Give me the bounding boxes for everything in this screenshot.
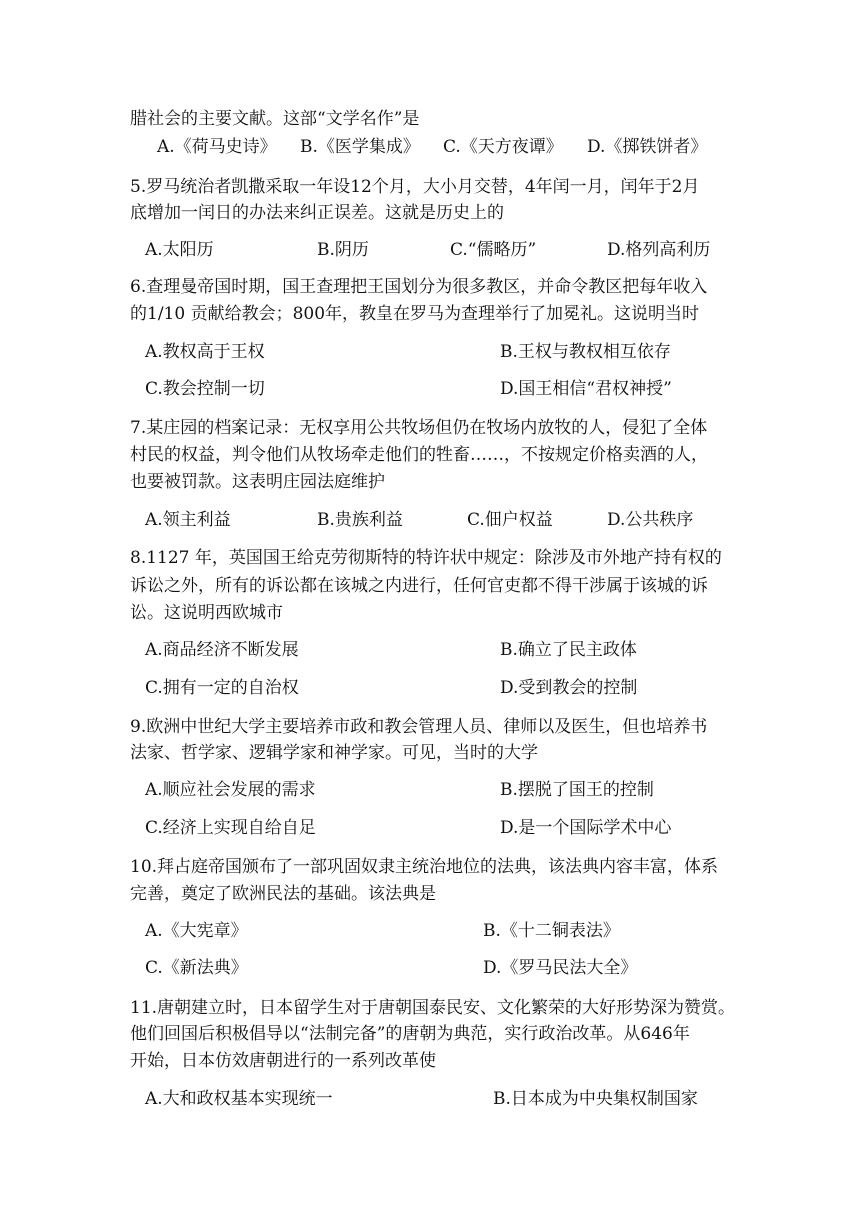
q9-option-b: B.摆脱了国王的控制 [500,780,654,800]
q5-option-d: D.格列高利历 [607,240,711,260]
q8-stem-line-2: 诉讼之外，所有的诉讼都在该城之内进行，任何官吏都不得干涉属于该城的诉 [130,576,708,596]
q11-option-a: A.大和政权基本实现统一 [145,1089,333,1109]
q6-option-d: D.国王相信“君权神授” [500,379,672,399]
q8-option-b: B.确立了民主政体 [500,640,637,660]
q11-option-b: B.日本成为中央集权制国家 [493,1089,698,1109]
q11-stem-line-3: 开始，日本仿效唐朝进行的一系列改革使 [130,1051,436,1071]
q7-stem-line-1: 7.某庄园的档案记录：无权享用公共牧场但仍在牧场内放牧的人，侵犯了全体 [130,418,708,438]
q6-option-c: C.教会控制一切 [145,379,265,399]
q8-stem-line-1: 8.1127 年，英国国王给克劳彻斯特的特许状中规定：除涉及市外地产持有权的 [130,548,722,568]
q9-option-c: C.经济上实现自给自足 [145,818,316,838]
q6-stem-line-1: 6.查理曼帝国时期，国王查理把王国划分为很多教区，并命令教区把每年收入 [130,277,708,297]
q8-option-c: C.拥有一定的自治权 [145,678,299,698]
q10-option-b: B.《十二铜表法》 [483,921,620,941]
q5-stem-line-1: 5.罗马统治者凯撒采取一年设12个月，大小月交替，4年闰一月，闰年于2月 [130,177,700,197]
q7-option-b: B.贵族利益 [317,510,403,530]
q10-stem-line-2: 完善，奠定了欧洲民法的基础。该法典是 [130,884,436,904]
q4-option-b: B.《医学集成》 [300,137,420,157]
q9-stem-line-2: 法家、哲学家、逻辑学家和神学家。可见，当时的大学 [130,743,538,763]
q10-stem-line-1: 10.拜占庭帝国颁布了一部巩固奴隶主统治地位的法典，该法典内容丰富，体系 [130,857,719,877]
q8-option-d: D.受到教会的控制 [500,678,638,698]
q10-option-c: C.《新法典》 [145,958,248,978]
q4-option-c: C.《天方夜谭》 [443,137,563,157]
q4-stem-continuation: 腊社会的主要文献。这部“文学名作”是 [130,109,420,129]
q9-stem-line-1: 9.欧洲中世纪大学主要培养市政和教会管理人员、律师以及医生，但也培养书 [130,717,708,737]
q7-option-c: C.佃户权益 [467,510,553,530]
q6-option-a: A.教权高于王权 [145,342,265,362]
q4-option-a: A.《荷马史诗》 [157,137,277,157]
q5-option-a: A.太阳历 [145,240,214,260]
q11-stem-line-2: 他们回国后积极倡导以“法制完备”的唐朝为典范，实行政治改革。从646年 [130,1024,690,1044]
q7-stem-line-3: 也要被罚款。这表明庄园法庭维护 [130,472,385,492]
q11-stem-line-1: 11.唐朝建立时，日本留学生对于唐朝国泰民安、文化繁荣的大好形势深为赞赏。 [130,998,736,1018]
q10-option-a: A.《大宪章》 [145,921,248,941]
q7-option-a: A.领主利益 [145,510,231,530]
q6-stem-line-2: 的1/10 贡献给教会；800年，教皇在罗马为查理举行了加冕礼。这说明当时 [130,304,700,324]
q7-option-d: D.公共秩序 [607,510,694,530]
q6-option-b: B.王权与教权相互依存 [500,342,671,362]
q9-option-a: A.顺应社会发展的需求 [145,780,316,800]
q8-stem-line-3: 讼。这说明西欧城市 [130,603,283,623]
q9-option-d: D.是一个国际学术中心 [500,818,672,838]
q5-option-b: B.阴历 [317,240,369,260]
q5-option-c: C.“儒略历” [450,240,537,260]
q10-option-d: D.《罗马民法大全》 [483,958,638,978]
q5-stem-line-2: 底增加一闰日的办法来纠正误差。这就是历史上的 [130,203,504,223]
q7-stem-line-2: 村民的权益，判令他们从牧场牵走他们的牲畜……，不按规定价格卖酒的人， [130,445,708,465]
q4-option-d: D.《掷铁饼者》 [587,137,708,157]
q8-option-a: A.商品经济不断发展 [145,640,299,660]
